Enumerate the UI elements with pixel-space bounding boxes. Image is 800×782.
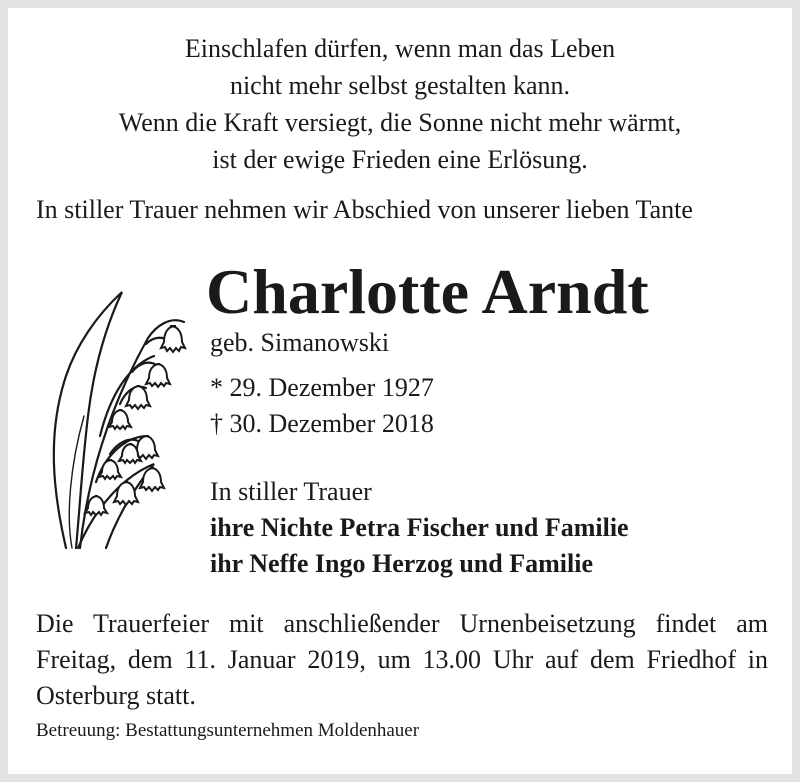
mourners-heading: In stiller Trauer — [210, 477, 372, 506]
service-text: Die Trauerfeier mit anschließender Urnenbeisetzung findet am Freitag, dem 11. Januar 2019, um 13.00 Uhr auf dem Friedhof in Osterburg statt. — [36, 609, 768, 710]
poem-line: Einschlafen dürfen, wenn man das Leben — [184, 34, 616, 63]
death-date: † 30. Dezember 2018 — [210, 409, 434, 438]
poem-line: ist der ewige Frieden eine Erlösung. — [212, 145, 588, 174]
lily-of-the-valley-icon — [36, 286, 196, 556]
intro-text: In stiller Trauer nehmen wir Abschied von unserer lieben Tante — [36, 195, 693, 224]
funeral-home: Betreuung: Bestattungsunternehmen Moldenhauer — [36, 720, 420, 741]
mourner-line: ihre Nichte Petra Fischer und Familie — [210, 513, 629, 542]
poem-line: nicht mehr selbst gestalten kann. — [229, 71, 571, 100]
deceased-name: Charlotte Arndt — [206, 256, 649, 327]
born-name: geb. Simanowski — [210, 328, 390, 357]
poem — [0, 30, 800, 178]
mourners — [210, 474, 629, 582]
life-dates — [210, 370, 434, 442]
poem-line: Wenn die Kraft versiegt, die Sonne nicht mehr wärmt, — [118, 108, 682, 137]
mourner-line: ihr Neffe Ingo Herzog und Familie — [210, 549, 593, 578]
birth-date: * 29. Dezember 1927 — [210, 373, 434, 402]
